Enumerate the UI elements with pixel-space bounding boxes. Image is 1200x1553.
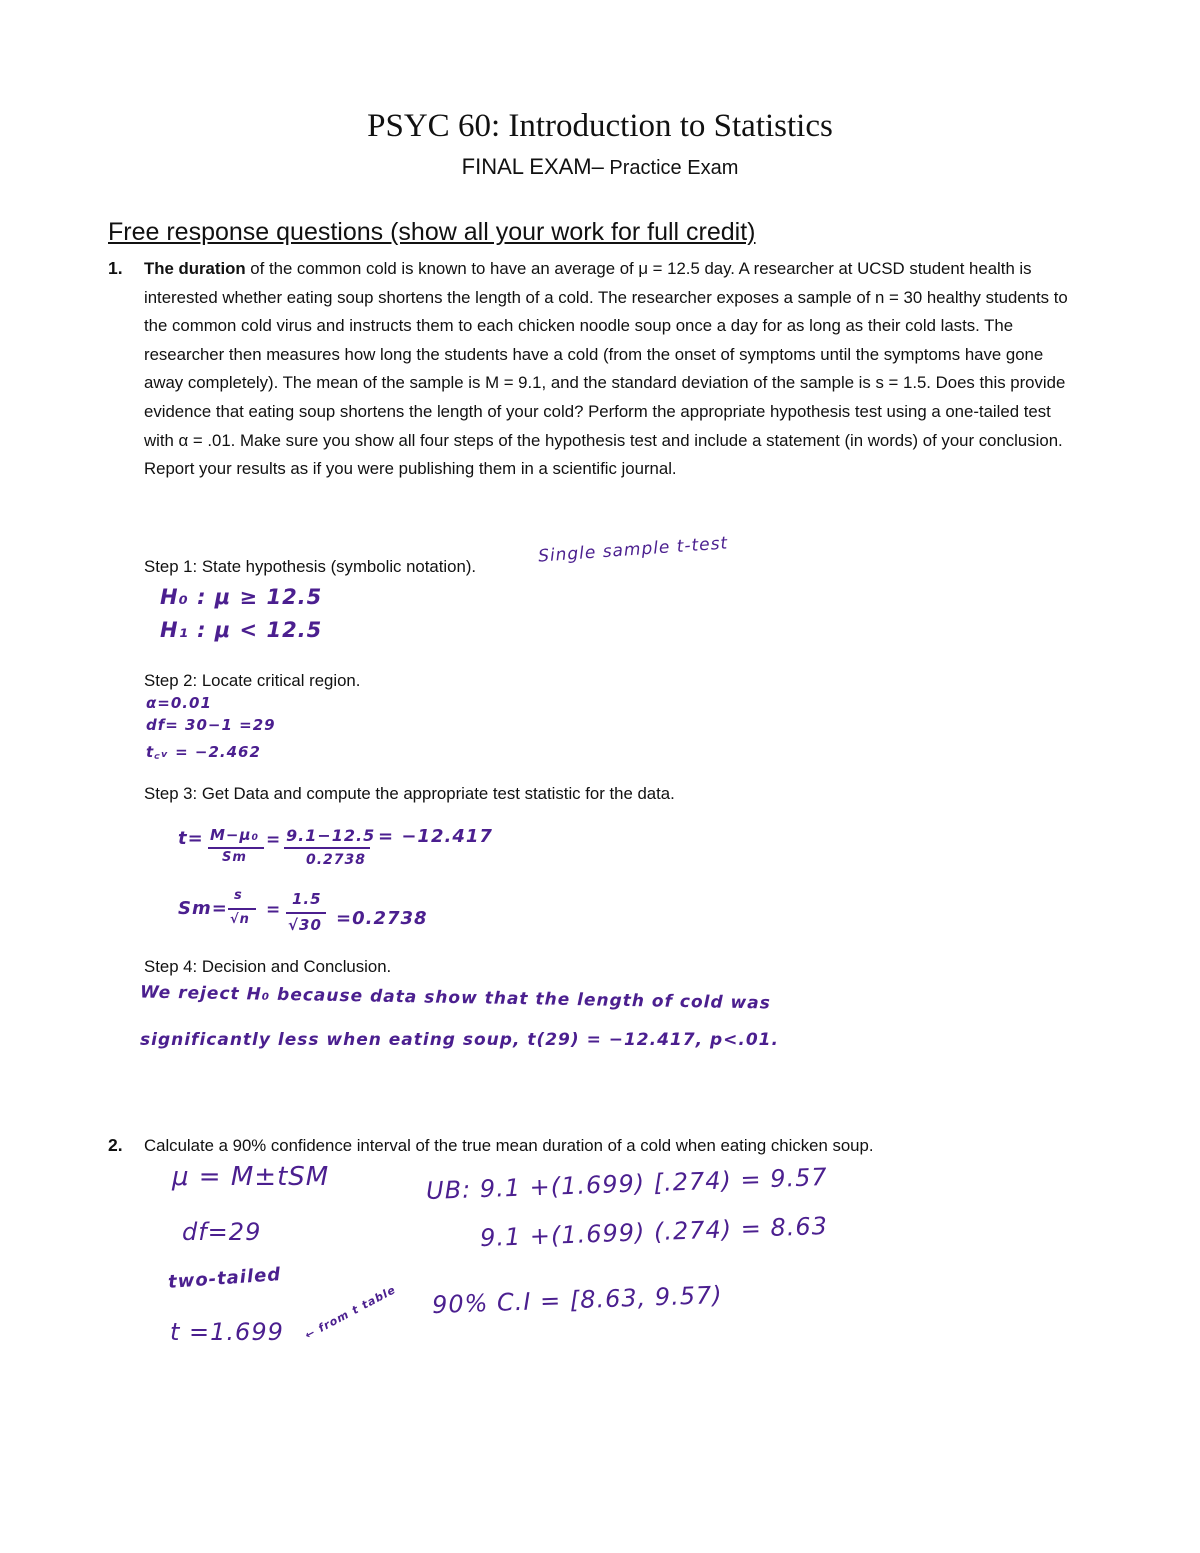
hw-t-denominator: Sm [222,850,247,865]
hw-alpha: α=0.01 [146,694,212,712]
hw-ci-tails: two-tailed [167,1264,282,1293]
step-4-label: Step 4: Decision and Conclusion. [144,957,392,976]
hw-df: df= 30−1 =29 [146,716,276,734]
hw-conclusion-line-1: We reject H₀ because data show that the length of cold was [139,982,771,1014]
hw-ci-df: df=29 [182,1218,262,1246]
hw-sm-lhs: Sm= [178,898,228,919]
hw-sm-denominator: √n [230,912,250,927]
hw-alt-hypothesis: H₁ : μ < 12.5 [160,618,323,642]
hw-t-lhs: t= [178,828,204,849]
exam-page: PSYC 60: Introduction to Statistics FINAL EXAM– Practice Exam Free response questions (show all your work for full credit) 1. The duration of the common cold is known to have an average of μ = 12.5 day. A researcher at UCSD student health is interested whether eating soup shortens the length of a cold. The researcher exposes a sample of n = 30 healthy students to the common cold virus and instructs them to each chicken noodle soup once a day for as long as their cold lasts. The researcher then measures how long the students have a cold (from the onset of symptoms until the symptoms have gone away completely). The mean of the sample is M = 9.1, and the standard deviation of the sample is s = 1.5. Does this provide evidence that eating soup shortens the length of your cold? Perform the appropriate hypothesis test using a one-tailed test with α = .01. Make sure you show all four steps of the hypothesis test and include a statement (in words) of your conclusion. Report your results as if you were publishing them in a scientific journal. Step 1: State hypothesis (symbolic notation). Single sample t-test H₀ : μ ≥ 12.5 H₁ : μ < 12.5 Step 2: Locate critical region. α=0.01 df= 30−1 =29 t꜀ᵥ = −2.462 Step 3: Get Data and compute the appropriate test statistic for the data. t= M−μ₀ Sm = 9.1−12.5 0.2738 = −12.417 Sm= s √n = 1.5 √30 =0.2738 Step 4: Decision and Conclusion. We reject H₀ because data show that the length of cold was significantly less when eating soup, t(29) = −12.417, p<.01. 2. Calculate a 90% confidence interval of the true mean duration of a cold when eating chicken soup. μ = M±tSM df=29 two-tailed t =1.699 ← from t table UB: 9.1 +(1.699) [.274) = 9.57 9.1 +(1.699) (.274) = 8.63 90% C.I = [8.63, 9.57) [0,0,1200,1553]
hw-ci-result: 90% C.I = [8.63, 9.57) [431,1280,724,1320]
hw-ci-lower: 9.1 +(1.699) (.274) = 8.63 [479,1211,829,1253]
hw-sm-numerator: s [234,888,243,903]
hw-ci-formula: μ = M±tSM [172,1162,330,1192]
hw-sm-result: =0.2738 [336,908,428,929]
hw-conclusion-line-2: significantly less when eating soup, t(29) = −12.417, p<.01. [140,1030,779,1050]
question-2-number: 2. [108,1135,123,1155]
step-3-label: Step 3: Get Data and compute the appropriate test statistic for the data. [144,784,675,803]
question-1-body: of the common cold is known to have an average of μ = 12.5 day. A researcher at UCSD student health is interested whether eating soup shortens the length of a cold. The researcher exposes a sample of n = 30 healthy students to the common cold virus and instructs them to each chicken noodle soup once a day for as long as their cold lasts. The researcher then measures how long the students have a cold (from the onset of symptoms until the symptoms have gone away completely). The mean of the sample is M = 9.1, and the standard deviation of the sample is s = 1.5. Does this provide evidence that eating soup shortens the length of your cold? Perform the appropriate hypothesis test using a one-tailed test with α = .01. Make sure you show all four steps of the hypothesis test and include a statement (in words) of your conclusion. Report your results as if you were publishing them in a scientific journal. [144,259,1068,479]
hw-ci-upper: UB: 9.1 +(1.699) [.274) = 9.57 [425,1162,829,1206]
page-title: PSYC 60: Introduction to Statistics [367,108,833,144]
hw-sm-fraction-bar [228,907,256,911]
subtitle-main: FINAL EXAM– [461,154,604,179]
question-2-text: Calculate a 90% confidence interval of the true mean duration of a cold when eating chicken soup. [144,1136,874,1155]
hw-ci-t-value: t =1.699 [170,1318,284,1346]
page-subtitle [0,154,1200,180]
hw-t-mid-denominator: 0.2738 [306,852,367,868]
hw-null-hypothesis: H₀ : μ ≥ 12.5 [160,585,323,609]
hw-ci-t-note: ← from t table [302,1283,399,1342]
hw-t-critical: t꜀ᵥ = −2.462 [146,743,261,761]
step-1-label: Step 1: State hypothesis (symbolic notation). [144,557,477,576]
subtitle-small: Practice Exam [603,157,739,179]
question-1-number: 1. [108,258,123,278]
hw-t-mid-bar [284,846,370,850]
hw-test-name: Single sample t-test [537,533,729,567]
section-heading: Free response questions (show all your work for full credit) [108,218,756,246]
question-1-lead: The duration [144,259,246,278]
hw-t-numerator: M−μ₀ [210,826,260,844]
question-1-text [144,255,1074,484]
hw-sm-mid-numerator: 1.5 [292,890,322,908]
hw-t-result: = −12.417 [378,826,493,847]
hw-sm-mid-bar [286,911,326,915]
hw-sm-mid-denominator: √30 [288,916,322,934]
hw-t-mid-numerator: 9.1−12.5 [286,826,376,845]
step-2-label: Step 2: Locate critical region. [144,671,361,690]
